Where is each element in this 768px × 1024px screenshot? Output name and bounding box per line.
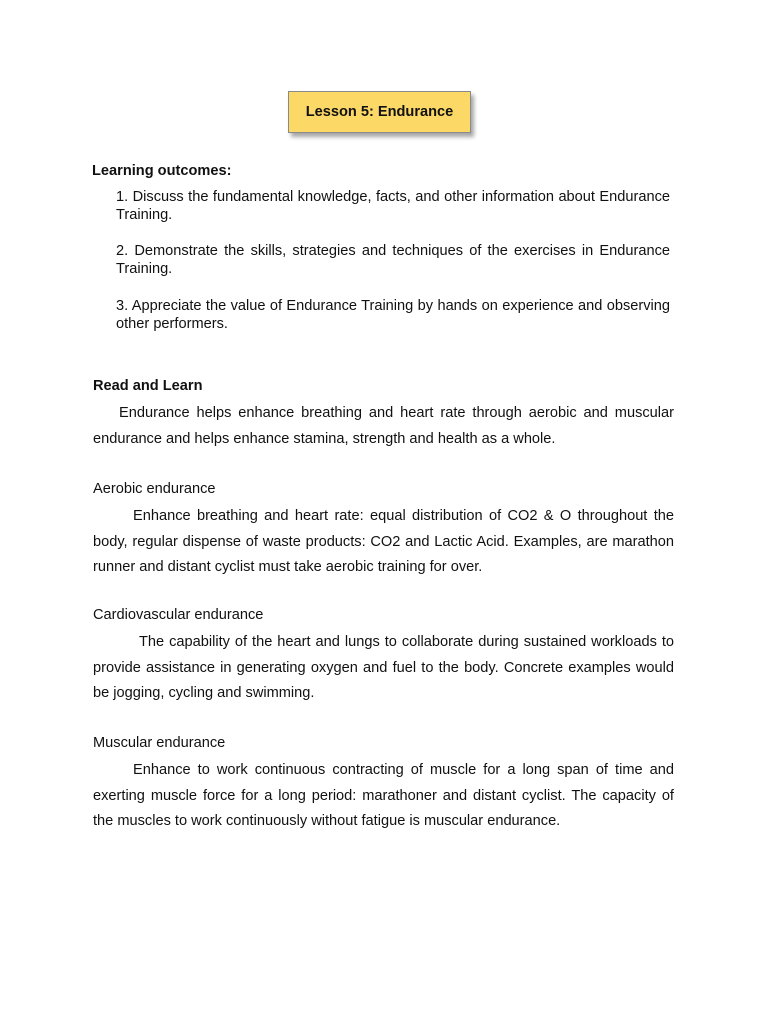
section-body-muscular: Enhance to work continuous contracting of muscle for a long span of time and exerting muscle force for a long period: marathoner and distant cyclist. The capacity of the muscles to work continuously without fatigue is muscular endurance. (93, 762, 674, 829)
learning-outcome-item: 1. Discuss the fundamental knowledge, facts, and other information about Endurance Training. (116, 189, 670, 223)
section-body-aerobic: Enhance breathing and heart rate: equal distribution of CO2 & O throughout the body, regular dispense of waste products: CO2 and Lactic Acid. Examples, are marathon runner and distant cyclist must take aerobic training for over. (93, 508, 674, 575)
read-and-learn-heading: Read and Learn (93, 378, 203, 394)
section-heading-muscular: Muscular endurance (93, 735, 226, 751)
intro-paragraph: Endurance helps enhance breathing and heart rate through aerobic and muscular endurance and helps enhance stamina, strength and health as a whole. (93, 405, 674, 447)
section-body-cardiovascular: The capability of the heart and lungs to collaborate during sustained workloads to provide assistance in generating oxygen and fuel to the body. Concrete examples would be jogging, cycling and swimming. (93, 634, 674, 701)
lesson-title-box (288, 91, 471, 133)
section-heading-cardiovascular: Cardiovascular endurance (93, 607, 264, 623)
section-heading-aerobic: Aerobic endurance (93, 481, 216, 497)
learning-outcome-item: 2. Demonstrate the skills, strategies and techniques of the exercises in Endurance Training. (116, 243, 670, 277)
learning-outcomes-heading: Learning outcomes: (92, 163, 232, 179)
learning-outcome-item: 3. Appreciate the value of Endurance Training by hands on experience and observing other performers. (116, 298, 670, 332)
lesson-title: Lesson 5: Endurance (305, 104, 454, 120)
